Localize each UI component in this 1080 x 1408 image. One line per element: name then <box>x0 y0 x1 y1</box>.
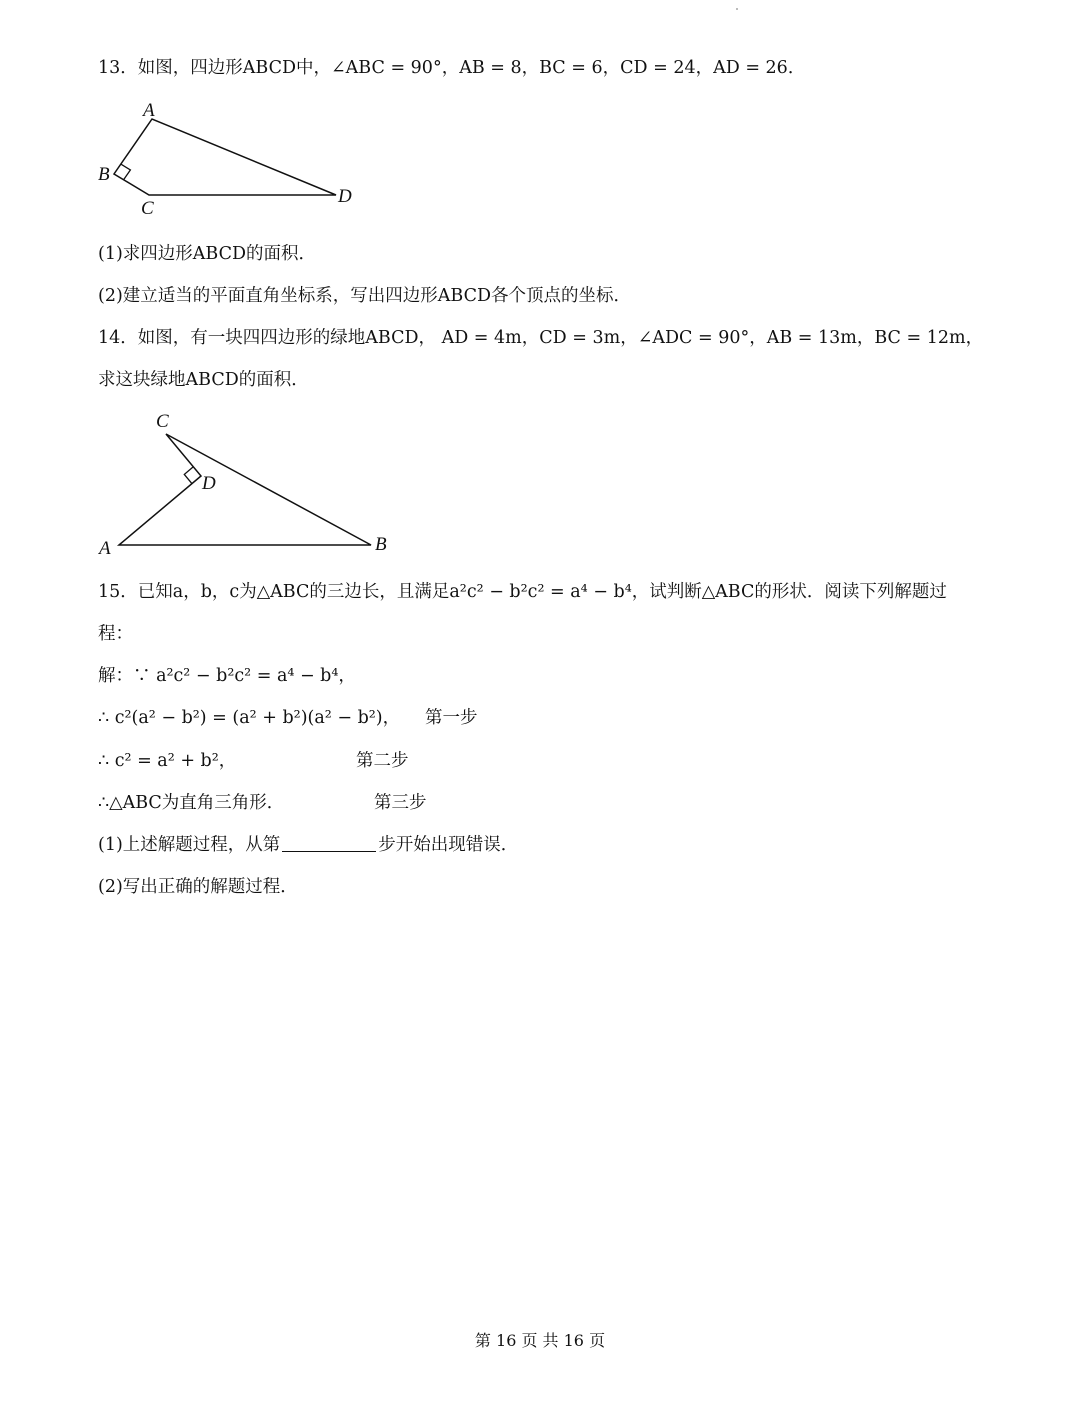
q15-solution-line-3: ∴ c² = a² + b²， <box>98 751 237 771</box>
q14-label-d: D <box>202 473 216 494</box>
q15-sub-question-2: (2)写出正确的解题过程． <box>98 877 298 897</box>
q13-label-a: A <box>143 100 155 121</box>
q13-right-angle-mark-b <box>121 164 131 180</box>
q14-label-b: B <box>375 534 387 555</box>
q13-quadrilateral-abcd <box>114 119 336 195</box>
q15-stem-line-2: 程： <box>98 624 133 644</box>
q14-stem-line-1: 14．如图，有一块四四边形的绿地ABCD， AD = 4m，CD = 3m，∠ADC = 90°，AB = 13m，BC = 12m， <box>98 328 984 348</box>
q14-label-c: C <box>156 411 169 432</box>
q15-step-1-label: 第一步 <box>425 708 478 728</box>
q13-sub-question-1: (1)求四边形ABCD的面积． <box>98 244 317 264</box>
q14-quadrilateral-abcd <box>119 434 371 545</box>
q14-label-a: A <box>99 538 111 559</box>
q13-sub-question-2: (2)建立适当的平面直角坐标系，写出四边形ABCD各个顶点的坐标． <box>98 286 632 306</box>
q15-sub1-text-before: (1)上述解题过程，从第 <box>98 835 281 855</box>
q14-stem-line-2: 求这块绿地ABCD的面积． <box>98 370 309 390</box>
q15-step-3-label: 第三步 <box>374 793 427 813</box>
q13-label-c: C <box>141 198 154 219</box>
scan-speck <box>736 8 738 10</box>
q13-label-b: B <box>98 164 110 185</box>
q13-figure-quadrilateral <box>90 95 370 220</box>
q15-solution-line-4: ∴△ABC为直角三角形． <box>98 793 285 813</box>
q14-figure-quadrilateral <box>90 405 400 560</box>
q15-answer-blank[interactable] <box>282 833 376 852</box>
q15-sub-question-1 <box>98 833 518 857</box>
q15-step-2-label: 第二步 <box>356 751 409 771</box>
q13-label-d: D <box>338 186 352 207</box>
q15-solution-line-1: 解：∵ a²c² − b²c² = a⁴ − b⁴， <box>98 666 356 686</box>
q14-right-angle-mark-d <box>184 467 193 484</box>
q13-stem: 13．如图，四边形ABCD中，∠ABC = 90°，AB = 8，BC = 6，CD = 24，AD = 26． <box>98 58 806 78</box>
page-footer: 第 16 页 共 16 页 <box>474 1331 606 1350</box>
q15-solution-line-2: ∴ c²(a² − b²) = (a² + b²)(a² − b²)， <box>98 708 401 728</box>
q15-stem-line-1: 15．已知a，b，c为△ABC的三边长，且满足a²c² − b²c² = a⁴ − b⁴，试判断△ABC的形状．阅读下列解题过 <box>98 582 947 602</box>
q15-sub1-text-after: 步开始出现错误． <box>378 835 519 855</box>
